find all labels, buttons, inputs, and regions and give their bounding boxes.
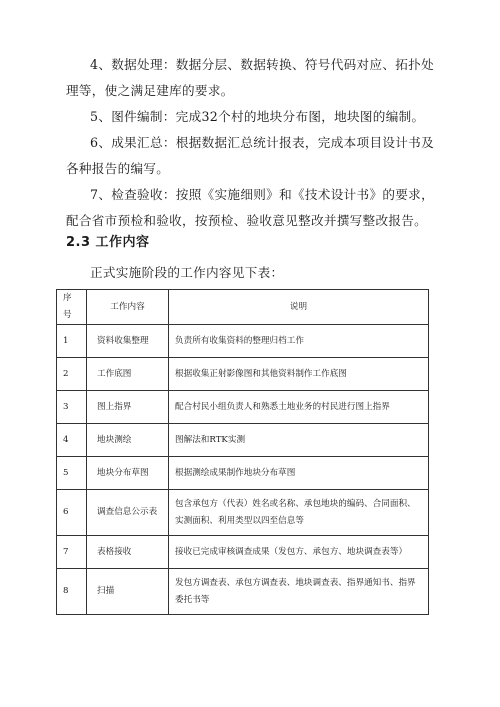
cell-no: 1 [57, 325, 87, 358]
table-row [57, 391, 429, 424]
header-content: 工作内容 [87, 290, 169, 325]
cell-note: 负责所有收集资料的整理归档工作 [169, 325, 429, 358]
cell-content: 调查信息公示表 [87, 490, 169, 536]
cell-note: 接收已完成审核调查成果（发包方、承包方、地块调查表等） [169, 536, 429, 569]
header-no: 序号 [57, 290, 87, 325]
cell-no: 7 [57, 536, 87, 569]
cell-content: 地块测绘 [87, 424, 169, 457]
cell-note: 根据收集正射影像图和其他资料制作工作底图 [169, 358, 429, 391]
cell-content: 资料收集整理 [87, 325, 169, 358]
paragraph-map-compilation: 5、图件编制：完成32个村的地块分布图，地块图的编制。 [90, 109, 425, 124]
table-row [57, 490, 429, 536]
table-row [57, 536, 429, 569]
cell-content: 工作底图 [87, 358, 169, 391]
section-heading: 2.3 工作内容 [66, 235, 150, 250]
cell-note: 根据测绘成果制作地块分布草图 [169, 457, 429, 490]
header-note: 说明 [169, 290, 429, 325]
cell-content: 地块分布草图 [87, 457, 169, 490]
work-content-table [56, 289, 429, 615]
cell-content: 表格接收 [87, 536, 169, 569]
table-row [57, 325, 429, 358]
cell-content: 扫描 [87, 569, 169, 615]
paragraph-results-summary: 6、成果汇总：根据数据汇总统计报表，完成本项目设计书及各种报告的编写。 [66, 135, 434, 176]
cell-no: 8 [57, 569, 87, 615]
table-row [57, 569, 429, 615]
table-row [57, 424, 429, 457]
paragraph-data-processing: 4、数据处理：数据分层、数据转换、符号代码对应、拓扑处理等，使之满足建库的要求。 [66, 57, 434, 98]
cell-content: 图上指界 [87, 391, 169, 424]
cell-no: 3 [57, 391, 87, 424]
cell-note: 包含承包方（代表）姓名或名称、承包地块的编码、合同面积、实测面积、利用类型以四至信息等 [169, 490, 429, 536]
paragraph-inspection-acceptance: 7、检查验收：按照《实施细则》和《技术设计书》的要求，配合省市预检和验收，按预检、验收意见整改并撰写整改报告。 [66, 187, 434, 228]
cell-note: 配合村民小组负责人和熟悉土地业务的村民进行图上指界 [169, 391, 429, 424]
cell-no: 5 [57, 457, 87, 490]
cell-note: 图解法和RTK实测 [169, 424, 429, 457]
table-row [57, 457, 429, 490]
cell-no: 2 [57, 358, 87, 391]
table-intro: 正式实施阶段的工作内容见下表： [90, 265, 284, 280]
cell-no: 4 [57, 424, 87, 457]
table-row [57, 358, 429, 391]
cell-note: 发包方调查表、承包方调查表、地块调查表、指界通知书、指界委托书等 [169, 569, 429, 615]
table-header-row [57, 290, 429, 325]
cell-no: 6 [57, 490, 87, 536]
